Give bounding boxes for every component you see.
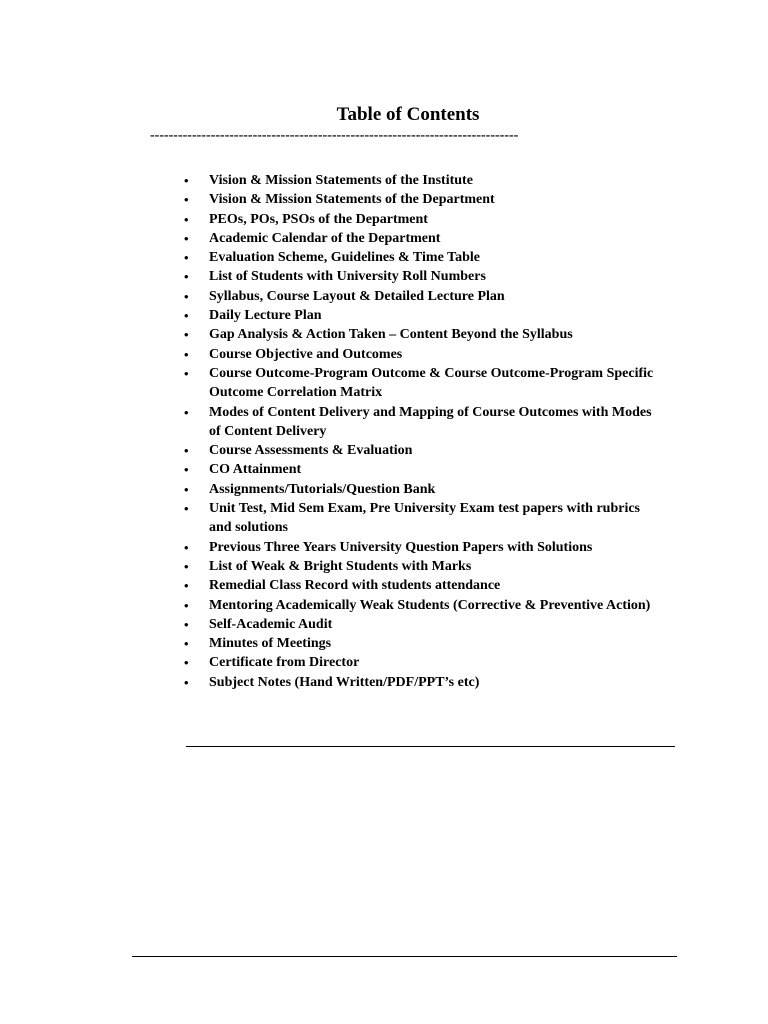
toc-item	[0, 538, 659, 557]
footer-divider	[132, 956, 677, 957]
toc-item-label: Course Assessments & Evaluation	[209, 443, 413, 459]
toc-item	[0, 364, 659, 403]
dashed-separator: -------------------------------------------------------------------------------	[150, 128, 519, 143]
toc-item	[0, 634, 659, 653]
bullet-icon: •	[184, 674, 189, 690]
bullet-icon: •	[184, 462, 189, 478]
toc-item-label: Self-Academic Audit	[209, 616, 333, 632]
bullet-icon: •	[184, 250, 189, 266]
bullet-icon: •	[184, 173, 189, 188]
toc-item-label: List of Weak & Bright Students with Marks	[209, 558, 472, 574]
toc-item	[0, 190, 659, 209]
toc-item-label: Assignments/Tutorials/Question Bank	[209, 481, 436, 497]
toc-item-label: Evaluation Scheme, Guidelines & Time Table	[209, 250, 480, 266]
toc-item	[0, 345, 659, 364]
toc-item	[0, 403, 659, 442]
bullet-icon: •	[184, 597, 189, 613]
toc-item-label: Minutes of Meetings	[209, 636, 332, 652]
section-divider	[186, 746, 675, 747]
bullet-icon: •	[184, 481, 189, 497]
toc-item	[0, 596, 659, 615]
toc-item	[0, 460, 659, 479]
toc-item-label: Modes of Content Delivery and Mapping of Course Outcomes with Modes of Content Delivery	[209, 404, 652, 439]
toc-item-label: Vision & Mission Statements of the Department	[209, 192, 495, 208]
bullet-icon: •	[184, 327, 189, 343]
bullet-icon: •	[184, 539, 189, 555]
toc-item-label: Course Outcome-Program Outcome & Course Outcome-Program Specific Outcome Correlation Matrix	[209, 365, 654, 401]
bullet-icon: •	[184, 288, 189, 304]
bullet-icon: •	[184, 558, 189, 574]
toc-item-label: Course Objective and Outcomes	[209, 346, 403, 362]
toc-item	[0, 171, 659, 190]
bullet-icon: •	[184, 269, 189, 285]
toc-item-label: Previous Three Years University Question Papers with Solutions	[209, 539, 593, 555]
toc-item-label: Academic Calendar of the Department	[209, 230, 441, 246]
toc-item	[0, 325, 659, 344]
bullet-icon: •	[184, 365, 189, 381]
toc-item	[0, 210, 659, 229]
toc-item-label: List of Students with University Roll Numbers	[209, 269, 486, 285]
bullet-icon: •	[184, 346, 189, 362]
bullet-icon: •	[184, 192, 189, 208]
toc-item	[0, 441, 659, 460]
toc-item	[0, 499, 659, 538]
toc-item-label: CO Attainment	[209, 462, 302, 478]
bullet-icon: •	[184, 443, 189, 459]
bullet-icon: •	[184, 616, 189, 632]
toc-item-label: Vision & Mission Statements of the Institute	[209, 173, 473, 188]
bullet-icon: •	[184, 211, 189, 227]
toc-item	[0, 557, 659, 576]
bullet-icon: •	[184, 501, 189, 517]
toc-item	[0, 673, 659, 692]
toc-item	[0, 615, 659, 634]
bullet-icon: •	[184, 636, 189, 652]
page-title: Table of Contents	[336, 104, 480, 125]
toc-item-label: Daily Lecture Plan	[209, 308, 322, 324]
bullet-icon: •	[184, 655, 189, 671]
toc-item	[0, 576, 659, 595]
bullet-icon: •	[184, 404, 189, 420]
toc-item	[0, 480, 659, 499]
bullet-icon: •	[184, 308, 189, 324]
toc-item-label: Mentoring Academically Weak Students (Corrective & Preventive Action)	[209, 597, 651, 613]
bullet-icon: •	[184, 230, 189, 246]
toc-item	[0, 267, 659, 286]
toc-item-label: Unit Test, Mid Sem Exam, Pre University Exam test papers with rubrics and solutions	[209, 501, 640, 536]
toc-list	[0, 171, 659, 692]
bullet-icon: •	[184, 578, 189, 594]
toc-item-label: Remedial Class Record with students attendance	[209, 578, 501, 594]
toc-item	[0, 653, 659, 672]
toc-item-label: Gap Analysis & Action Taken – Content Beyond the Syllabus	[209, 327, 573, 343]
toc-item-label: Certificate from Director	[209, 655, 360, 671]
toc-item-label: PEOs, POs, PSOs of the Department	[209, 211, 428, 227]
toc-item-label: Subject Notes (Hand Written/PDF/PPT’s etc)	[209, 674, 480, 690]
toc-item	[0, 287, 659, 306]
toc-item	[0, 229, 659, 248]
toc-item-label: Syllabus, Course Layout & Detailed Lecture Plan	[209, 288, 505, 304]
toc-item	[0, 248, 659, 267]
toc-item	[0, 306, 659, 325]
